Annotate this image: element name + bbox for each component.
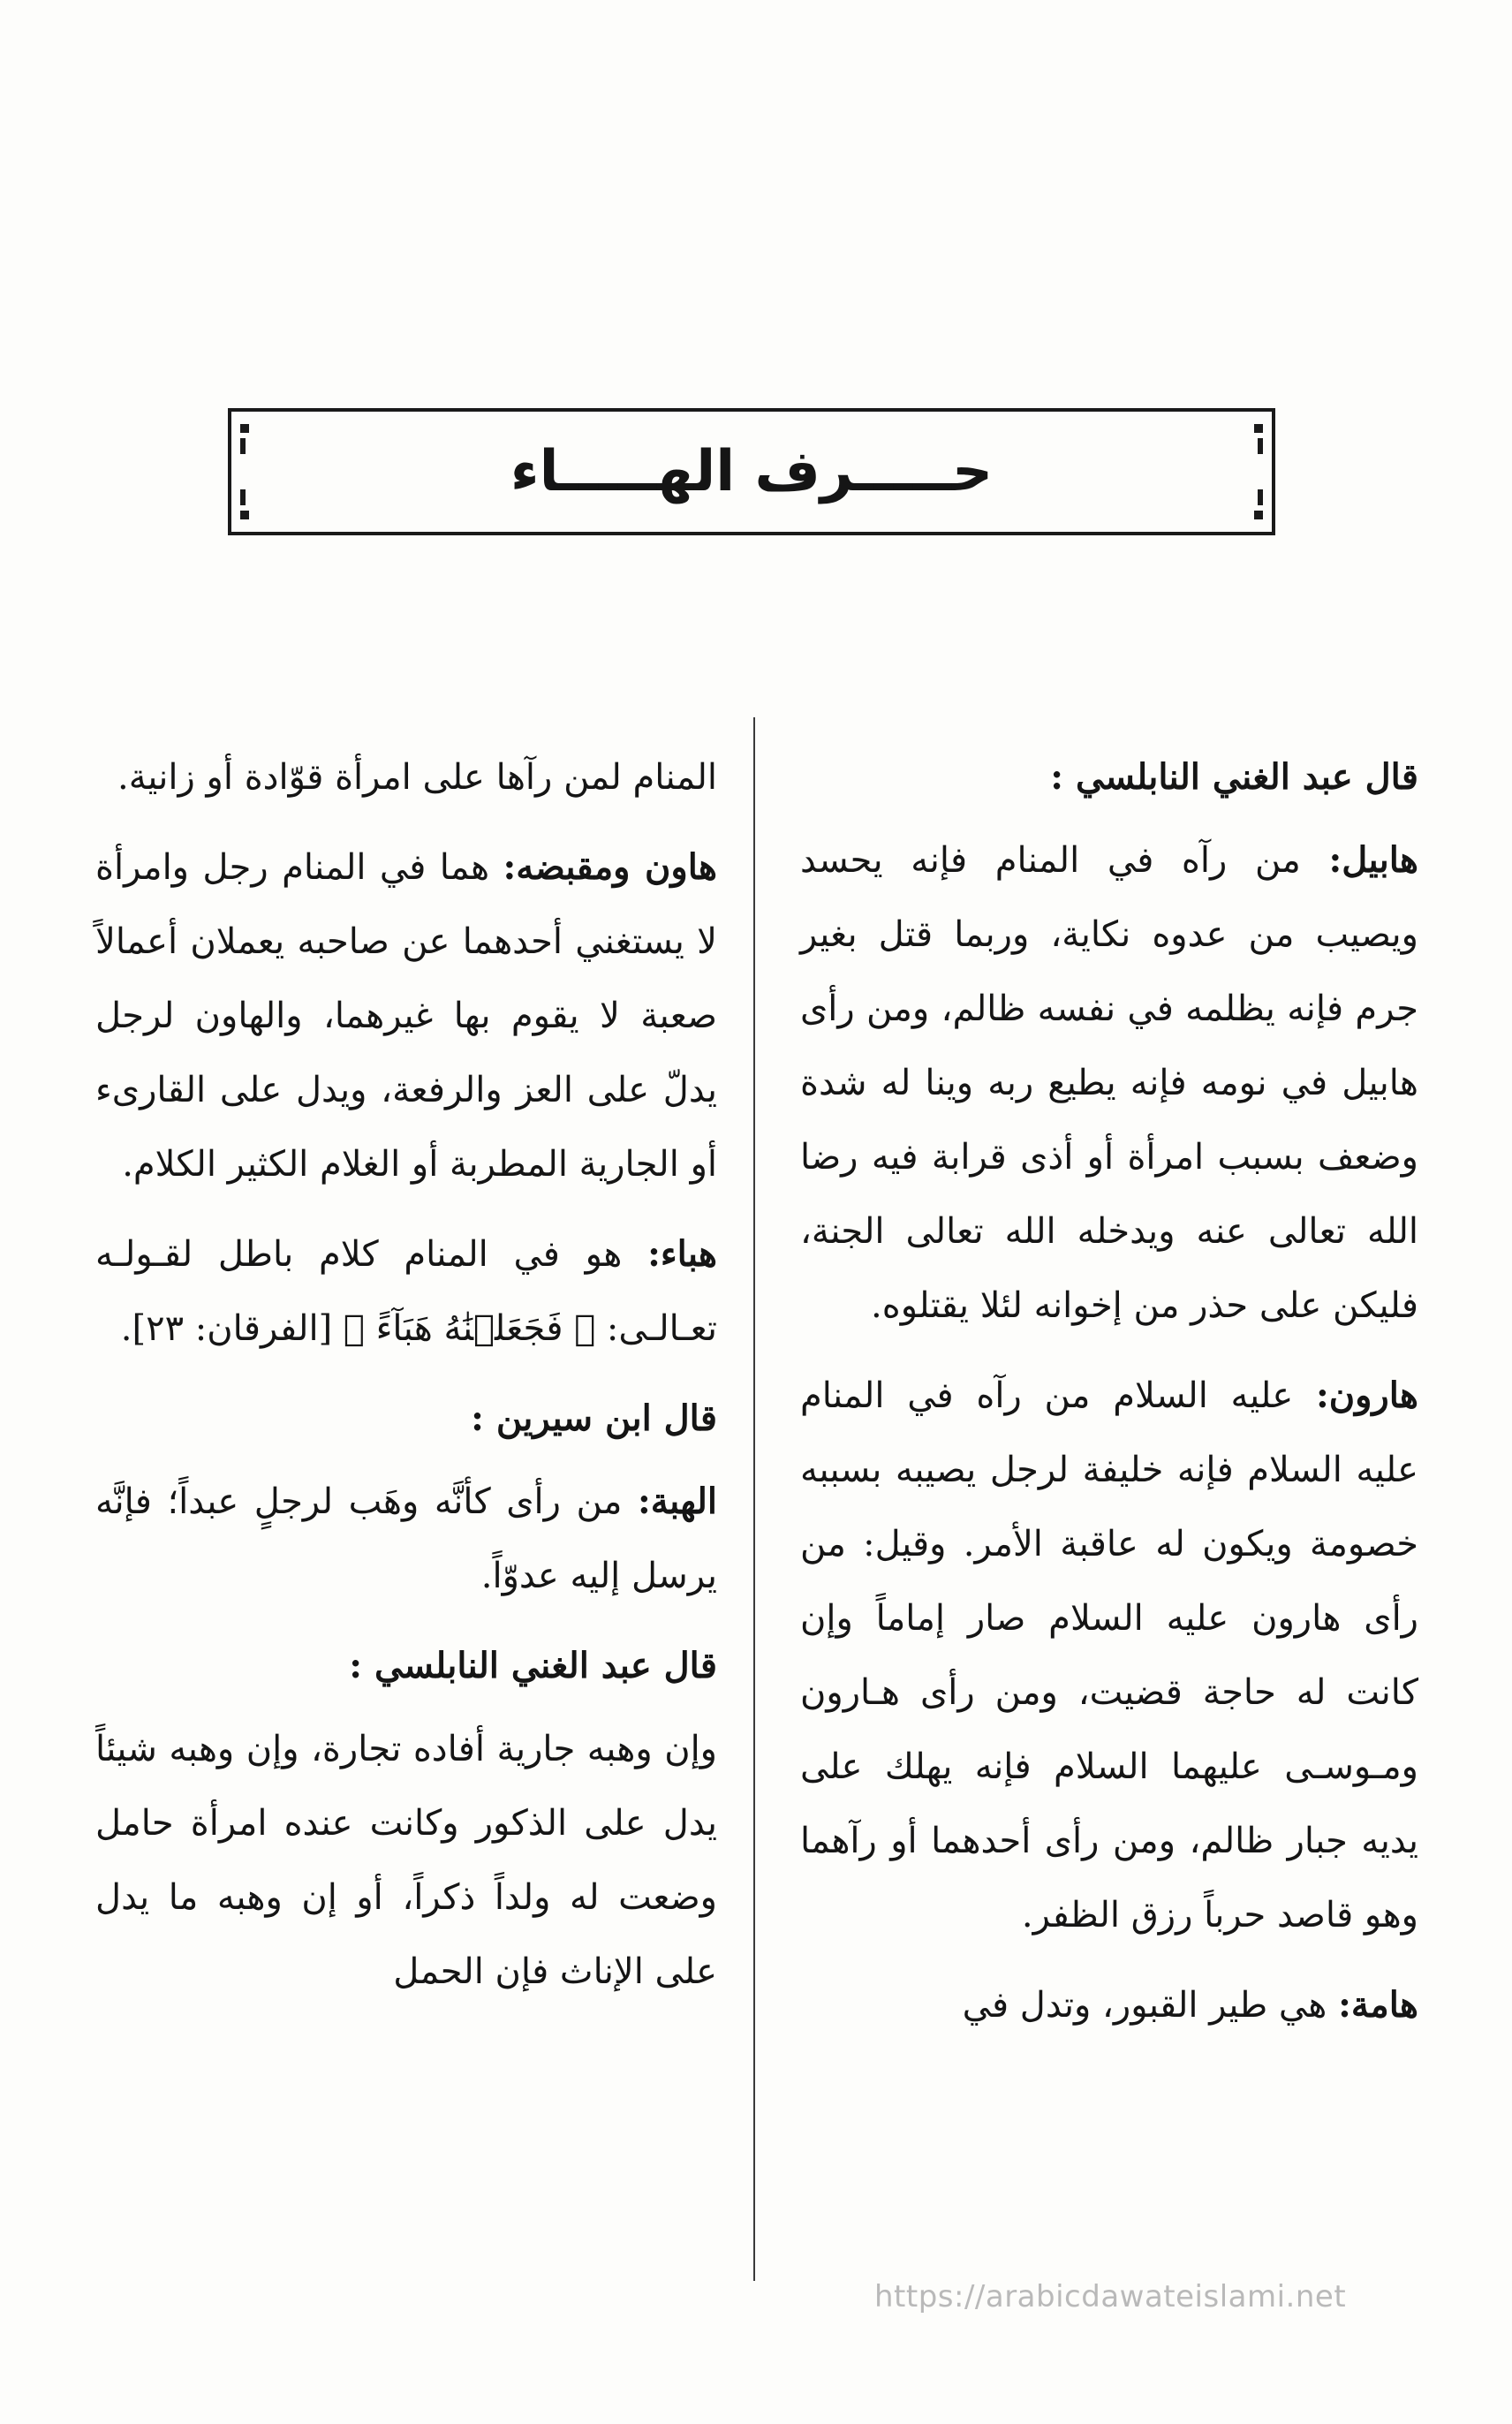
entry-paragraph bbox=[95, 1217, 717, 1366]
continued-paragraph: المنام لمن رآها على امرأة قوّادة أو زانية. bbox=[117, 757, 717, 798]
column-divider bbox=[753, 717, 755, 2281]
entry-term: هامة: bbox=[1338, 1984, 1418, 2026]
section-heading: قال عبد الغني النابلسي : bbox=[349, 1645, 717, 1686]
entry-term: هابيل: bbox=[1328, 839, 1418, 881]
right-column bbox=[800, 740, 1418, 2058]
entry-paragraph bbox=[95, 1465, 717, 1613]
left-column bbox=[95, 740, 717, 2025]
entry-paragraph bbox=[800, 1359, 1418, 1952]
entry-text: هي طير القبور، وتدل في bbox=[962, 1985, 1339, 2026]
chapter-title: حـــــرف الهـــــاء bbox=[510, 439, 994, 504]
entry-text: من رآه في المنام فإنه يحسد ويصيب من عدوه نكاية، وربما قتل بغير جرم فإنه يظلمه في نفسه ظالم، ومن رأى هابيل في نومه فإنه يطيع ربه وينا له شدة وضعف بسبب امرأة أو أذى قرابة فيه رضا الله تعالى عنه ويدخله الله تعالى الجنة، فليكن على حذر من إخوانه لئلا يقتلوه. bbox=[800, 840, 1418, 1326]
entry-paragraph bbox=[800, 823, 1418, 1343]
section-heading: قال عبد الغني النابلسي : bbox=[1050, 756, 1418, 798]
quran-reference: [الفرقان: ٢٣]. bbox=[120, 1308, 344, 1349]
entry-text: عليه السلام من رآه في المنام عليه السلام فإنه خليفة لرجل يصيبه بسببه خصومة ويكون له عاقبة الأمر. وقيل: من رأى هارون عليه السلام صار إماماً وإن كانت له حاجة قضيت، ومن رأى هـارون ومـوسـى عليهما السلام فإنه يهلك على يديه جبار ظالم، ومن رأى أحدهما أو رآهما وهو قاصد حرباً رزق الظفر. bbox=[800, 1375, 1418, 1935]
section-heading: قال ابن سيرين : bbox=[471, 1398, 717, 1439]
entry-text: هو في المنام كلام باطل لقـولـه تعـالـى: bbox=[95, 1234, 717, 1349]
entry-paragraph bbox=[800, 1968, 1418, 2042]
entry-term: الهبة: bbox=[637, 1481, 717, 1522]
entry-paragraph bbox=[95, 830, 717, 1201]
entry-term: هاون ومقبضه: bbox=[503, 846, 717, 888]
watermark-url: https://arabicdawateislami.net bbox=[874, 2279, 1347, 2314]
entry-text: من رأى كأنَّه وهَب لرجلٍ عبداً؛ فإنَّه يرسل إليه عدوّاً. bbox=[95, 1481, 717, 1596]
entry-term: هباء: bbox=[647, 1233, 717, 1275]
entry-paragraph: وإن وهبه جارية أفاده تجارة، وإن وهبه شيئاً يدل على الذكور وكانت عنده امرأة حامل وضعت له ولداً ذكراً، أو إن وهبه ما يدل على الإناث فإن الحمل bbox=[95, 1729, 717, 1992]
quran-verse: ﴿ فَجَعَلۡنَٰهُ هَبَآءً ﴾ bbox=[343, 1308, 596, 1349]
entry-term: هارون: bbox=[1315, 1375, 1418, 1416]
entry-text: هما في المنام رجل وامرأة لا يستغني أحدهما عن صاحبه يعملان أعمالاً صعبة لا يقوم بها غيرهما، والهاون لرجل يدلّ على العز والرفعة، ويدل على القارىء أو الجارية المطربة أو الغلام الكثير الكلام. bbox=[95, 847, 717, 1185]
chapter-title-frame bbox=[228, 408, 1275, 535]
